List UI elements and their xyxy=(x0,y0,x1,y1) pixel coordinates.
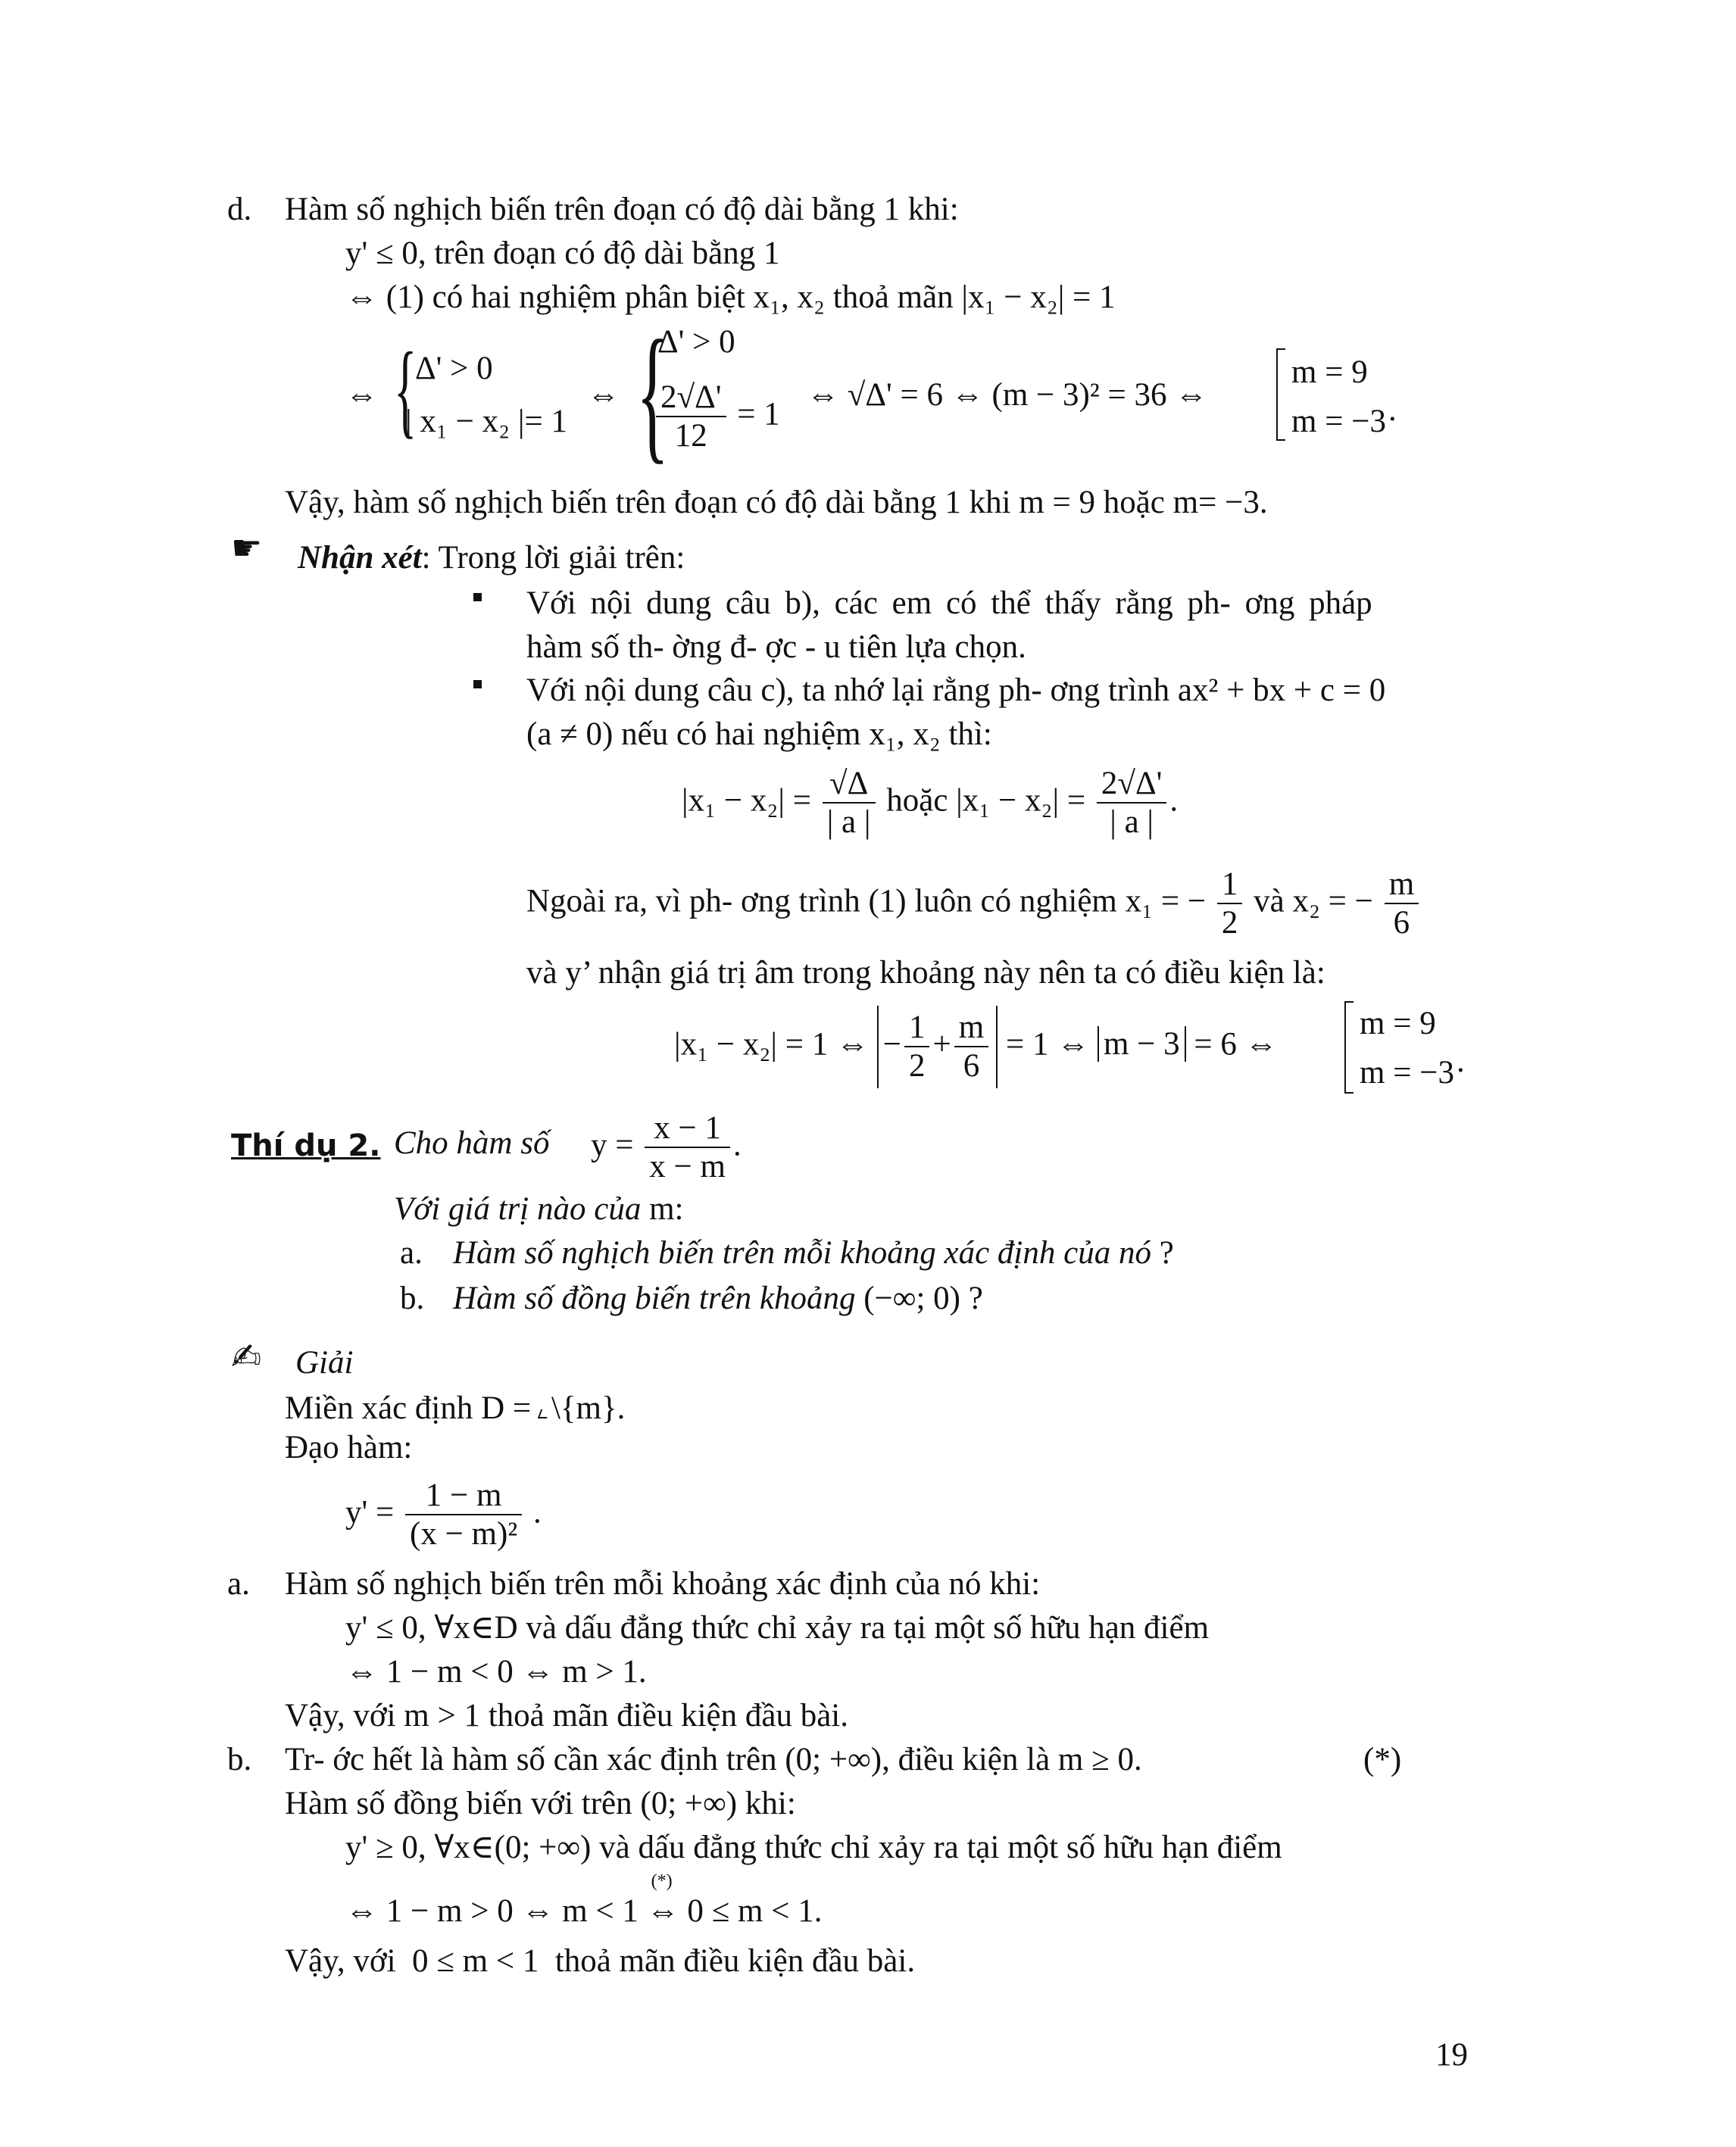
sol-b-label: b. xyxy=(227,1742,252,1777)
system-brace-1: { xyxy=(394,331,417,448)
sol-a-line1: y' ≤ 0, ∀x∈D và dấu đẳng thức chỉ xảy ra tại một số hữu hạn điểm xyxy=(345,1610,1210,1646)
part-d-conclusion: Vậy, hàm số nghịch biến trên đoạn có độ dài bằng 1 khi m = 9 hoặc m= −3. xyxy=(285,485,1268,520)
solution-bracket-2 xyxy=(1344,1001,1354,1094)
question-m: m: xyxy=(649,1191,684,1227)
cond-abs-2: m − 3 xyxy=(1097,1026,1186,1062)
remark-bullet2-line2: (a ≠ 0) nếu có hai nghiệm x₁, x₂ thì: xyxy=(526,716,992,752)
solution-bracket-1 xyxy=(1276,348,1285,441)
sol-a-conclusion: Vậy, với m > 1 thoả mãn điều kiện đầu bài. xyxy=(285,1698,848,1734)
remark-moreover-line2: và y’ nhận giá trị âm trong khoảng này nên ta có điều kiện là: xyxy=(526,955,1325,991)
part-d-label: d. xyxy=(227,192,252,227)
sol-a-line2: ⇔ 1 − m < 0 ⇔ m > 1. xyxy=(345,1654,647,1690)
derivative-title: Đạo hàm: xyxy=(285,1430,413,1465)
cond-dot: . xyxy=(1457,1044,1465,1079)
derivative-num: 1 − m xyxy=(405,1477,522,1515)
sol-b-line3b: ⇔ 0 ≤ m < 1. xyxy=(646,1893,823,1929)
remark-bullet1-line2: hàm số th- ờng đ- ợc - u tiên lựa chọn. xyxy=(526,629,1026,665)
moreover-text: Ngoài ra, vì ph- ơng trình (1) luôn có nghiệm x₁ = − xyxy=(526,883,1207,919)
derivative-lhs: y' = xyxy=(345,1494,395,1531)
moreover-f2-den: 6 xyxy=(1393,905,1410,941)
sol-b-line3-star: (*) xyxy=(651,1871,673,1891)
formula1-den: | a | xyxy=(826,804,871,841)
remark-intro: : Trong lời giải trên: xyxy=(421,540,685,576)
formula1-num: √Δ xyxy=(823,765,876,804)
derivative-end: . xyxy=(532,1494,542,1531)
sol-b-conclusion: Vậy, với 0 ≤ m < 1 thoả mãn điều kiện đầu bài. xyxy=(285,1943,916,1979)
domain-end: \{m}. xyxy=(551,1390,626,1426)
sol-b-line2: y' ≥ 0, ∀x∈(0; +∞) và dấu đẳng thức chỉ xảy ra tại một số hữu hạn điểm xyxy=(345,1830,1282,1865)
system-arrow-1: ⇔ xyxy=(345,377,378,413)
cond-f2-num: m xyxy=(954,1009,988,1047)
distance-formulas xyxy=(682,765,1178,841)
system1-row2: | x₁ − x₂ |= 1 xyxy=(405,404,567,439)
derivative-formula xyxy=(345,1477,542,1553)
question-b-label: b. xyxy=(400,1281,425,1316)
sol-a-label: a. xyxy=(227,1566,250,1602)
cond-minus: − xyxy=(882,1026,901,1063)
function-num: x − 1 xyxy=(645,1109,730,1148)
moreover-f2-num: m xyxy=(1385,866,1419,904)
system1-row1: Δ' > 0 xyxy=(415,351,493,386)
cond-plus: + xyxy=(932,1026,951,1063)
formula1-mid: hoặc |x₁ − x₂| = xyxy=(886,782,1086,819)
derivation-chain: ⇔ √Δ' = 6 ⇔ (m − 3)² = 36 ⇔ xyxy=(807,377,1208,413)
moreover-f1-num: 1 xyxy=(1217,866,1243,904)
question-text: Với giá trị nào của xyxy=(394,1191,642,1227)
cond-lhs: |x₁ − x₂| = 1 ⇔ xyxy=(674,1026,869,1063)
system2-eq: = 1 xyxy=(737,396,780,432)
system2-row1: Δ' > 0 xyxy=(657,324,735,360)
question-b xyxy=(453,1282,983,1315)
example-2-question xyxy=(394,1193,683,1225)
derivative-den: (x − m)² xyxy=(410,1516,518,1553)
domain-line xyxy=(285,1392,625,1425)
real-numbers-icon xyxy=(538,1409,550,1418)
example-2-function: y = $\frac{x - 1}{x - m}$ . xyxy=(591,1110,742,1185)
example-2-intro: Cho hàm số xyxy=(394,1125,550,1161)
question-a-text: Hàm số nghịch biến trên mỗi khoảng xác định của nó xyxy=(453,1235,1151,1271)
remark-moreover-line1 xyxy=(526,866,1422,942)
remark-title xyxy=(298,541,685,574)
question-a xyxy=(453,1237,1174,1269)
sol-b-line3a: ⇔ 1 − m > 0 ⇔ m < 1 xyxy=(345,1893,639,1929)
remark-title-text: Nhận xét xyxy=(298,540,422,576)
domain-text: Miền xác định D = xyxy=(285,1390,532,1426)
cond-abs-1 xyxy=(877,1006,998,1088)
cond-f1-num: 1 xyxy=(904,1009,930,1047)
pointing-hand-icon: ☛ xyxy=(231,527,263,568)
solution-m9: m = 9 xyxy=(1291,354,1368,390)
solution-m-3: m = −3 xyxy=(1291,404,1386,439)
system2-fraction xyxy=(653,379,780,455)
moreover-f1-den: 2 xyxy=(1221,905,1238,941)
function-y-eq: y = xyxy=(591,1127,634,1163)
sol-b-star: (*) xyxy=(1363,1742,1402,1777)
moreover-mid: và x₂ = − xyxy=(1254,883,1373,919)
remark-bullet2-line1: Với nội dung câu c), ta nhớ lại rằng ph- ơng trình ax² + bx + c = 0 xyxy=(526,672,1386,708)
part-d-line2: ⇔ (1) có hai nghiệm phân biệt x₁, x₂ thoả mãn |x₁ − x₂| = 1 xyxy=(345,279,1116,315)
remark-bullet1-line1: Với nội dung câu b), các em có thể thấy rằng ph- ơng pháp xyxy=(526,585,1372,621)
cond-rhs: = 1 ⇔ xyxy=(1005,1026,1090,1063)
question-a-label: a. xyxy=(400,1235,423,1271)
question-b-text: Hàm số đồng biến trên khoảng xyxy=(453,1281,856,1316)
system-arrow-2: ⇔ xyxy=(587,377,620,413)
cond-sol-m-3: m = −3 xyxy=(1360,1055,1454,1091)
solution-dot: . xyxy=(1388,392,1397,428)
question-a-mark: ? xyxy=(1159,1235,1174,1271)
example-2-label: Thí dụ 2. xyxy=(231,1128,381,1163)
writing-hand-icon: ✍ xyxy=(231,1336,262,1378)
formula2-den: | a | xyxy=(1110,804,1154,841)
system2-frac-num: 2√Δ' xyxy=(656,379,726,417)
formula2-num: 2√Δ' xyxy=(1097,765,1167,804)
question-b-interval: (−∞; 0) ? xyxy=(863,1281,983,1316)
part-d-line1: y' ≤ 0, trên đoạn có độ dài bằng 1 xyxy=(345,236,780,271)
solution-title: Giải xyxy=(295,1345,354,1381)
formula-end: . xyxy=(1169,782,1179,819)
sol-a-heading: Hàm số nghịch biến trên mỗi khoảng xác định của nó khi: xyxy=(285,1566,1041,1602)
bullet-1 xyxy=(473,593,482,601)
condition-equation xyxy=(674,1006,1278,1088)
system2-frac-den: 12 xyxy=(674,418,707,454)
system-brace-2: { xyxy=(636,310,670,477)
cond-f1-den: 2 xyxy=(908,1048,926,1084)
part-d-heading: Hàm số nghịch biến trên đoạn có độ dài bằng 1 khi: xyxy=(285,192,959,227)
cond-sol-m9: m = 9 xyxy=(1360,1006,1436,1041)
bullet-2 xyxy=(473,680,482,688)
sol-b-heading: Tr- ớc hết là hàm số cần xác định trên (0; +∞), điều kiện là m ≥ 0. xyxy=(285,1742,1142,1777)
function-den: x − m xyxy=(649,1149,726,1185)
cond-rhs2: = 6 ⇔ xyxy=(1194,1026,1278,1063)
sol-b-line1: Hàm số đồng biến với trên (0; +∞) khi: xyxy=(285,1786,796,1821)
formula1-lhs: |x₁ − x₂| = xyxy=(682,782,811,819)
sol-b-line3 xyxy=(345,1871,823,1929)
cond-f2-den: 6 xyxy=(963,1048,980,1084)
page-number: 19 xyxy=(1435,2037,1468,2073)
